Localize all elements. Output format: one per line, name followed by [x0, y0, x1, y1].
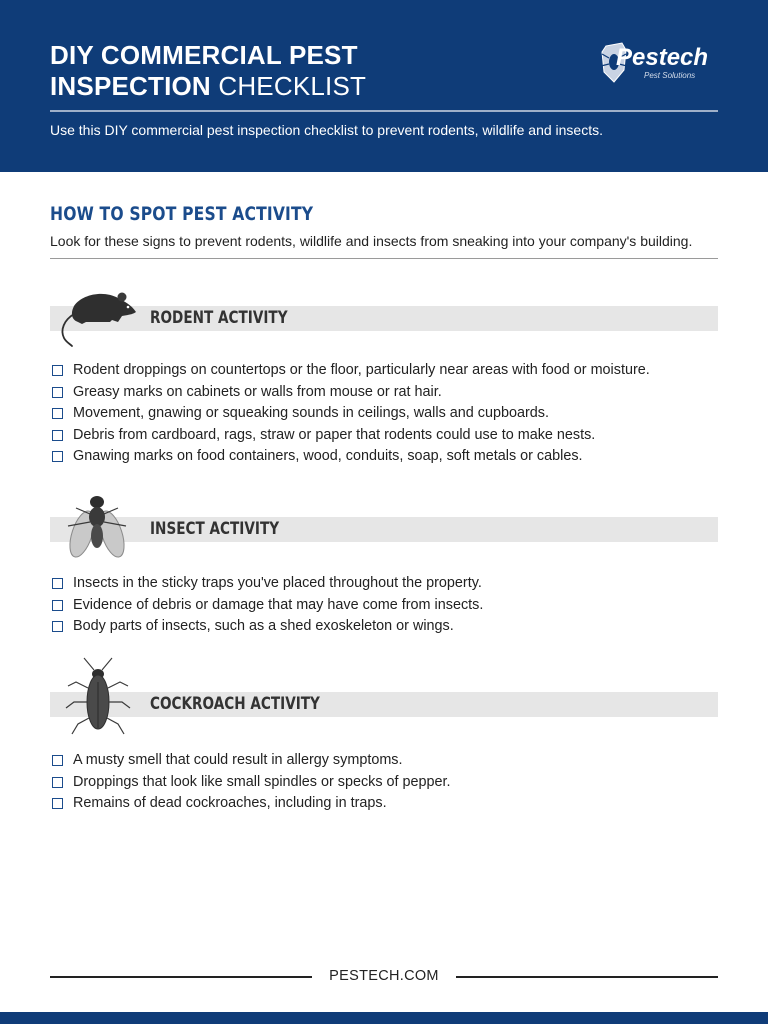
- category-label: COCKROACH ACTIVITY: [150, 694, 320, 714]
- category-label: RODENT ACTIVITY: [150, 308, 288, 328]
- checklist-rodent: [52, 360, 650, 468]
- intro-text: Use this DIY commercial pest inspection checklist to prevent rodents, wildlife and insects.: [50, 122, 603, 138]
- page-title: [50, 40, 366, 102]
- logo-tagline: Pest Solutions: [644, 71, 696, 80]
- category-bar-insect: [50, 517, 718, 542]
- checkbox[interactable]: [52, 798, 63, 809]
- checklist-item-text: Debris from cardboard, rags, straw or paper that rodents could use to make nests.: [73, 426, 596, 443]
- checklist-item[interactable]: [52, 772, 451, 794]
- checklist-item-text: Rodent droppings on countertops or the floor, particularly near areas with food or moisture.: [73, 362, 650, 378]
- checklist-item-text: Gnawing marks on food containers, wood, conduits, soap, soft metals or cables.: [73, 448, 583, 465]
- checkbox[interactable]: [52, 600, 63, 611]
- checklist-item-text: Insects in the sticky traps you've placed throughout the property.: [73, 575, 482, 591]
- checklist-item[interactable]: [52, 750, 451, 772]
- checkbox[interactable]: [52, 451, 63, 462]
- title-line-2-bold: INSPECTION: [50, 71, 211, 101]
- checkbox[interactable]: [52, 408, 63, 419]
- pestech-logo: [596, 40, 720, 86]
- checkbox[interactable]: [52, 777, 63, 788]
- checklist-item[interactable]: [52, 382, 650, 404]
- fly-icon: [62, 492, 132, 564]
- cockroach-icon: [64, 656, 132, 740]
- checklist-item[interactable]: [52, 793, 451, 815]
- checkbox[interactable]: [52, 430, 63, 441]
- section-title: HOW TO SPOT PEST ACTIVITY: [50, 203, 314, 225]
- footer-divider-right: [456, 976, 718, 978]
- checklist-item-text: Movement, gnawing or squeaking sounds in ceilings, walls and cupboards.: [73, 405, 549, 422]
- checklist-item[interactable]: [52, 403, 650, 425]
- section-divider: [50, 258, 718, 259]
- footer-url[interactable]: PESTECH.COM: [329, 968, 439, 984]
- checklist-item-text: Remains of dead cockroaches, including in traps.: [73, 795, 387, 812]
- checklist-item[interactable]: [52, 446, 650, 468]
- checklist-cockroach: [52, 750, 451, 815]
- checklist-item[interactable]: [52, 616, 483, 638]
- checkbox[interactable]: [52, 621, 63, 632]
- checklist-item-text: A musty smell that could result in allergy symptoms.: [73, 752, 403, 768]
- checklist-insect: [52, 573, 483, 638]
- section-subtitle: Look for these signs to prevent rodents, wildlife and insects from sneaking into your company's building.: [50, 233, 693, 249]
- title-line-2-light: CHECKLIST: [218, 71, 367, 101]
- title-line-1: DIY COMMERCIAL PEST: [50, 40, 358, 70]
- checkbox[interactable]: [52, 365, 63, 376]
- footer-bar: [0, 1012, 768, 1024]
- checkbox[interactable]: [52, 387, 63, 398]
- category-label: INSECT ACTIVITY: [150, 519, 280, 539]
- header-banner: [0, 0, 768, 172]
- category-bar-cockroach: [50, 692, 718, 717]
- logo-brand: Pestech: [616, 44, 709, 71]
- rat-icon: [56, 284, 140, 348]
- checklist-item[interactable]: [52, 360, 650, 382]
- checklist-item-text: Greasy marks on cabinets or walls from mouse or rat hair.: [73, 383, 442, 400]
- category-bar-rodent: [50, 306, 718, 331]
- checkbox[interactable]: [52, 755, 63, 766]
- checklist-item[interactable]: [52, 573, 483, 595]
- checkbox[interactable]: [52, 578, 63, 589]
- header-divider: [50, 110, 718, 112]
- checklist-item[interactable]: [52, 425, 650, 447]
- checklist-item-text: Evidence of debris or damage that may have come from insects.: [73, 596, 484, 613]
- checklist-item-text: Body parts of insects, such as a shed exoskeleton or wings.: [73, 618, 454, 635]
- checklist-item-text: Droppings that look like small spindles or specks of pepper.: [73, 773, 451, 790]
- checklist-item[interactable]: [52, 595, 483, 617]
